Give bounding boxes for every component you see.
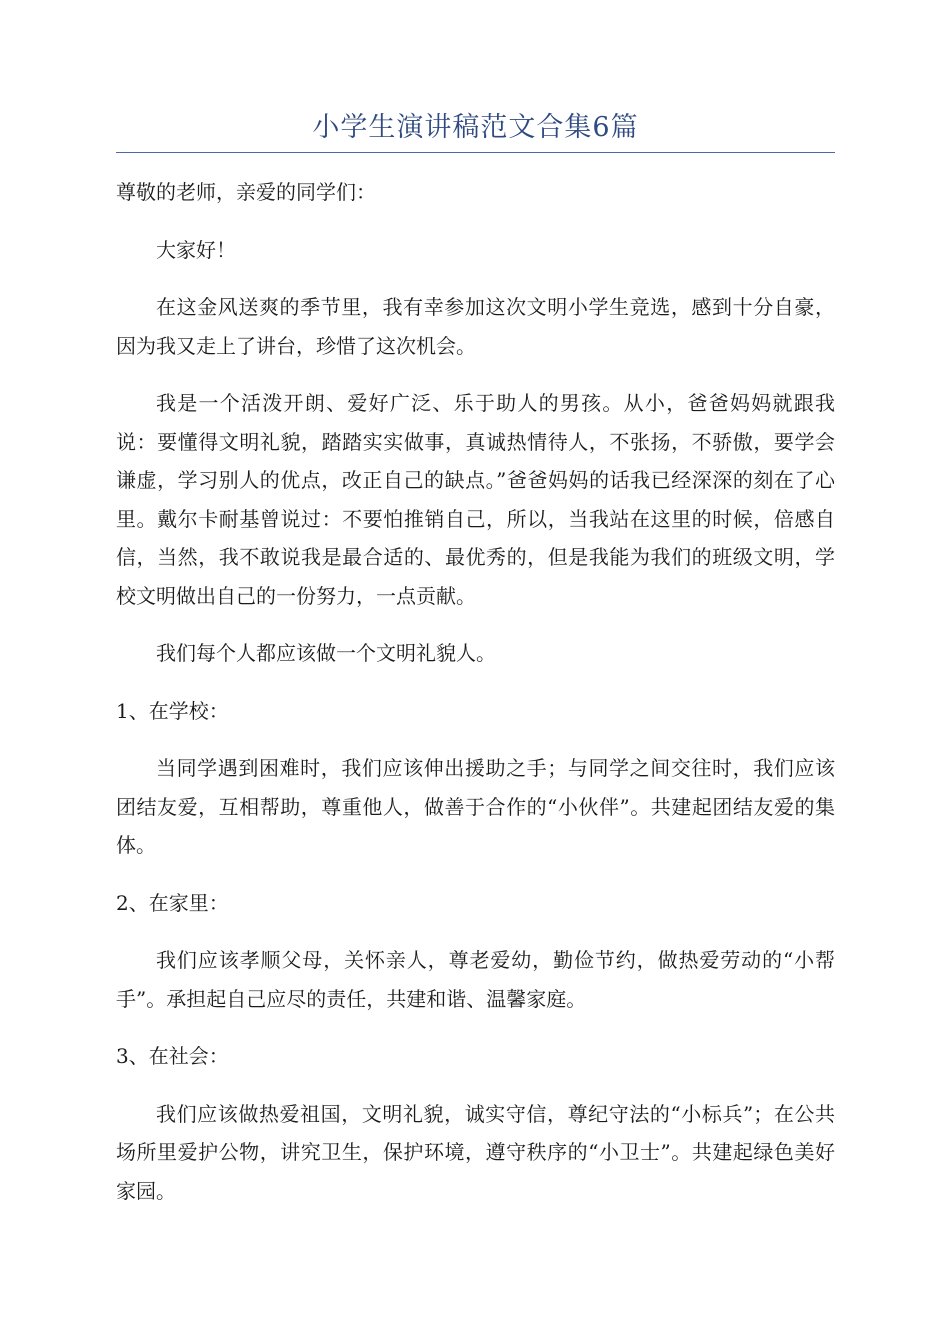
document-body	[116, 173, 835, 1210]
body-paragraph: 在这金风送爽的季节里，我有幸参加这次文明小学生竞选，感到十分自豪，因为我又走上了讲台，珍惜了这次机会。	[116, 295, 835, 358]
document-title: 小学生演讲稿范文合集6篇	[116, 108, 835, 153]
body-paragraph: 我们每个人都应该做一个文明礼貌人。	[156, 641, 496, 665]
body-paragraph: 我们应该做热爱祖国，文明礼貌，诚实守信，尊纪守法的“小标兵”；在公共场所里爱护公物，讲究卫生，保护环境，遵守秩序的“小卫士”。共建起绿色美好家园。	[116, 1101, 835, 1203]
body-paragraph: 我们应该孝顺父母，关怀亲人，尊老爱幼，勤俭节约，做热爱劳动的“小帮手”。承担起自己应尽的责任，共建和谐、温馨家庭。	[116, 948, 835, 1011]
section-heading-society: 3、在社会：	[116, 1044, 229, 1068]
section-heading-school: 1、在学校：	[116, 698, 229, 723]
greeting-paragraph: 大家好！	[156, 237, 236, 262]
body-paragraph: 我是一个活泼开朗、爱好广泛、乐于助人的男孩。从小，爸爸妈妈就跟我说：要懂得文明礼貌，踏踏实实做事，真诚热情待人，不张扬，不骄傲，要学会谦虚，学习别人的优点，改正自己的缺点。”爸爸妈妈的话我已经深深的刻在了心里。戴尔卡耐基曾说过：不要怕推销自己，所以，当我站在这里的时候，倍感自信，当然，我不敢说我是最合适的、最优秀的，但是我能为我们的班级文明，学校文明做出自己的一份努力，一点贡献。	[116, 391, 835, 608]
section-heading-home: 2、在家里：	[116, 890, 229, 915]
salutation-paragraph: 尊敬的老师，亲爱的同学们：	[116, 180, 376, 204]
document-page	[116, 108, 835, 1229]
body-paragraph: 当同学遇到困难时，我们应该伸出援助之手；与同学之间交往时，我们应该团结友爱，互相帮助，尊重他人，做善于合作的“小伙伴”。共建起团结友爱的集体。	[116, 756, 835, 857]
